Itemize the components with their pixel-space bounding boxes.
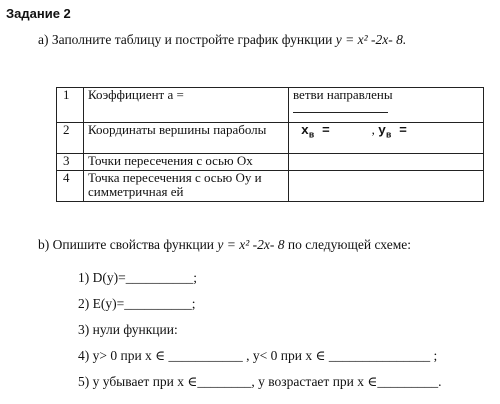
row-value[interactable] [289,171,484,202]
vertex-x: $x_в$ = [301,123,330,141]
task-a-prefix: а) Заполните таблицу и постройте график функции [38,32,336,47]
row-value[interactable] [289,154,484,171]
item-monotonic[interactable]: 5) y убывает при x ∈________, y возрастает при x ∈_________. [78,374,442,389]
task-b-text [38,237,411,253]
vertex-y: $y_в$ = [378,123,407,141]
row-number: 4 [57,171,84,202]
row-number: 1 [57,88,84,123]
row-value[interactable] [289,123,484,154]
item-domain[interactable]: 1) D(y)=__________; [78,270,197,285]
task-b-function: y = x² -2x- 8 [217,237,285,252]
table-row [57,171,484,202]
row-value-text: ветви направлены [293,87,393,102]
row-label: Коэффициент a = [84,88,289,123]
item-sign[interactable]: 4) y> 0 при x ∈ ___________ , y< 0 при x ∈ _______________ ; [78,348,438,363]
table-row [57,123,484,154]
table-row [57,88,484,123]
item-range[interactable]: 2) E(y)=__________; [78,296,196,311]
task-b-suffix: по следующей схеме: [284,237,411,252]
row-number: 3 [57,154,84,171]
item-zeros[interactable]: 3) нули функции: [78,322,178,337]
comma: , [371,122,375,137]
task-a-function: y = x² -2x- 8. [335,32,407,47]
row-label: Точки пересечения с осью Ox [84,154,289,171]
answer-line[interactable] [293,112,388,113]
row-value[interactable] [289,88,484,123]
table-row [57,154,484,171]
row-label: Координаты вершины параболы [84,123,289,154]
task-a-text [38,32,406,48]
task-b-prefix: b) Опишите свойства функции [38,237,218,252]
row-label: Точка пересечения с осью Oy и симметричная ей [84,171,289,202]
task-title: Задание 2 [6,6,71,21]
properties-table [56,87,484,202]
row-number: 2 [57,123,84,154]
